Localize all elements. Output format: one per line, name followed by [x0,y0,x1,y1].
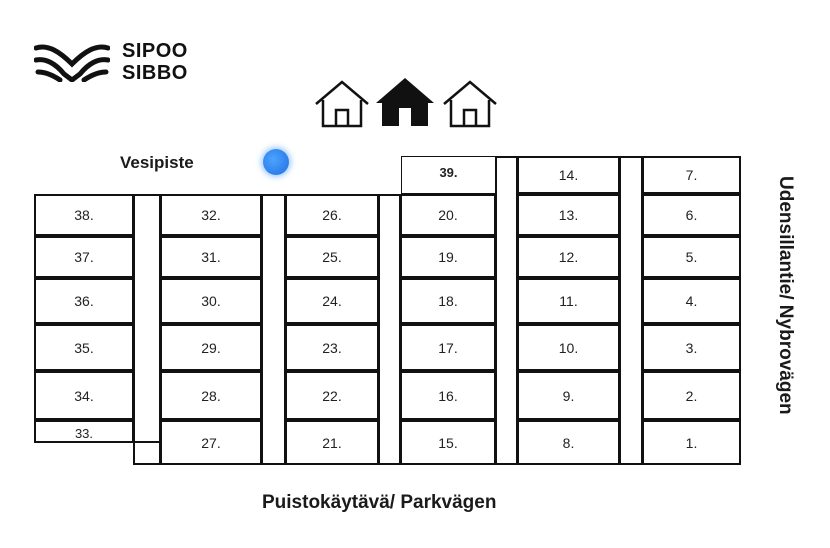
plot-24: 24. [285,278,379,324]
street-label-right: Udensillantie/ Nybrovägen [775,176,796,415]
plot-32: 32. [160,194,262,236]
plot-16: 16. [400,371,496,420]
plot-35: 35. [34,324,134,371]
plot-39: 39. [401,156,496,194]
plot-26: 26. [285,194,379,236]
plot-21: 21. [285,420,379,465]
plot-7: 7. [642,156,741,194]
plot-37: 37. [34,236,134,278]
path-between-columns-3 [378,194,401,465]
plot-23: 23. [285,324,379,371]
plot-27: 27. [160,420,262,465]
plot-11: 11. [517,278,620,324]
path-between-columns-4 [495,156,518,465]
plot-20: 20. [400,194,496,236]
path-between-columns-5 [619,156,643,465]
plot-2: 2. [642,371,741,420]
plot-31: 31. [160,236,262,278]
street-label-bottom: Puistokäytävä/ Parkvägen [262,492,497,513]
plot-34: 34. [34,371,134,420]
logo-text-sibbo: SIBBO [122,62,188,84]
logo-text-sipoo: SIPOO [122,40,188,62]
path-between-columns-1 [133,194,161,465]
plot-36: 36. [34,278,134,324]
water-point-dot-icon [263,149,289,175]
plot-13: 13. [517,194,620,236]
plot-22: 22. [285,371,379,420]
plot-15: 15. [400,420,496,465]
house-outline-icon [440,78,500,130]
plot-38: 38. [34,194,134,236]
plot-4: 4. [642,278,741,324]
plot-25: 25. [285,236,379,278]
plot-1: 1. [642,420,741,465]
path-bottom-left [133,441,161,465]
logo [34,40,194,88]
plot-5: 5. [642,236,741,278]
plot-17: 17. [400,324,496,371]
plot-33: 33. [34,420,134,443]
plot-10: 10. [517,324,620,371]
plot-9: 9. [517,371,620,420]
house-filled-icon [375,76,435,130]
plot-12: 12. [517,236,620,278]
plot-14: 14. [517,156,620,194]
plot-3: 3. [642,324,741,371]
sipoo-waves-icon [34,42,110,82]
plot-29: 29. [160,324,262,371]
plot-19: 19. [400,236,496,278]
plot-8: 8. [517,420,620,465]
water-point-label: Vesipiste [120,153,194,172]
plot-28: 28. [160,371,262,420]
plot-18: 18. [400,278,496,324]
plot-30: 30. [160,278,262,324]
house-outline-icon [312,78,372,130]
path-between-columns-2 [261,194,286,465]
plot-6: 6. [642,194,741,236]
